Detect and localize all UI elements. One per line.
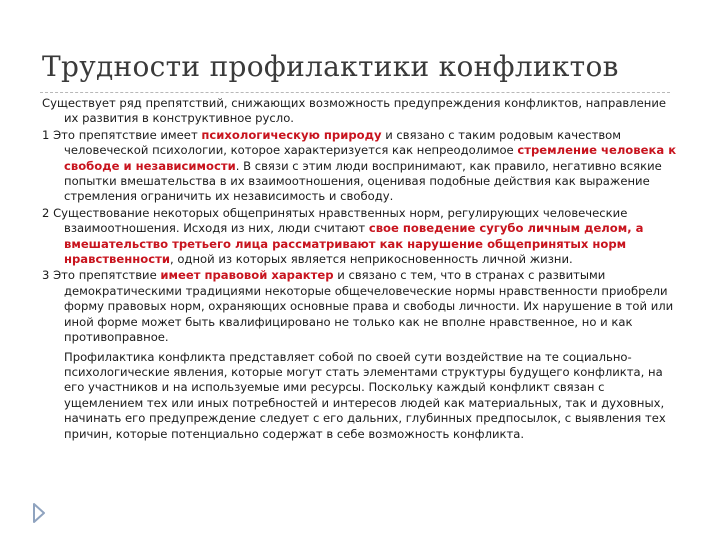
obstacle-1-text-1: Это препятствие имеет xyxy=(49,127,202,142)
conclusion-text: Профилактика конфликта представляет собой по своей сути воздействие на те социально-психологические явления, которые могут стать элементами структуры будущего конфликта, на его участников и на используемые ими ресурсы. Поскольку каждый конфликт связан с ущемлением тех или иных потребностей и интересов людей как материальных, так и духовных, начинать его предупреждение следует с его дальних, глубинных предпосылок, с выявления тех причин, которые потенциально содержат в себе возможность конфликта. xyxy=(64,349,666,441)
obstacle-3-text-2: и связано с тем, что в странах с развитыми демократическими традициями некоторые общечеловеческие нормы нравственности приобрели форму правовых норм, охраняющих основные права и свободы личности. Их нарушение в той или иной форме может быть квалифицировано не только как не вполне нравственное, но и как противоправное. xyxy=(64,268,674,345)
obstacle-1-paragraph xyxy=(42,128,682,205)
obstacle-1-number: 1 xyxy=(42,127,50,142)
obstacle-1-text-3: . В связи с этим люди воспринимают, как правило, негативно всякие попытки вмешательства в их взаимоотношения, оценивая подобные действия как выражение стремления ограничить их независимость и свободу. xyxy=(64,158,662,204)
obstacle-1-highlight-2: стремление человека к свободе и независимости xyxy=(64,143,677,173)
obstacle-3-highlight-1: имеет правовой характер xyxy=(160,268,334,283)
next-arrow-icon xyxy=(32,502,46,524)
conclusion-paragraph xyxy=(42,350,682,442)
obstacle-3-text-1: Это препятствие xyxy=(49,268,161,283)
obstacle-2-highlight-1: свое поведение сугубо личным делом, а вмешательство третьего лица рассматривают как нарушение общепринятых норм нравственности xyxy=(64,221,644,267)
obstacle-2-number: 2 xyxy=(42,205,50,220)
obstacle-2-paragraph xyxy=(42,206,682,268)
obstacle-1-text-2: и связано с таким родовым качеством человеческой психологии, которое характеризуется как непреодолимое xyxy=(64,127,622,158)
obstacle-2-text-1: Существование некоторых общепринятых нравственных норм, регулирующих человеческие взаимоотношения. Исходя из них, люди считают xyxy=(49,205,628,236)
title-divider xyxy=(40,92,670,93)
obstacle-1-highlight-1: психологическую природу xyxy=(201,127,382,142)
slide-title: Трудности профилактики конфликтов xyxy=(42,50,619,83)
obstacle-3-number: 3 xyxy=(42,268,50,283)
intro-paragraph xyxy=(42,96,682,127)
slide-content xyxy=(42,96,682,443)
intro-text: Существует ряд препятствий, снижающих возможность предупреждения конфликтов, направление их развития в конструктивное русло. xyxy=(42,96,667,126)
obstacle-3-paragraph xyxy=(42,268,682,345)
obstacle-2-text-2: , одной из которых является неприкосновенность личной жизни. xyxy=(169,252,573,267)
next-arrow-icon-shape xyxy=(34,504,44,522)
